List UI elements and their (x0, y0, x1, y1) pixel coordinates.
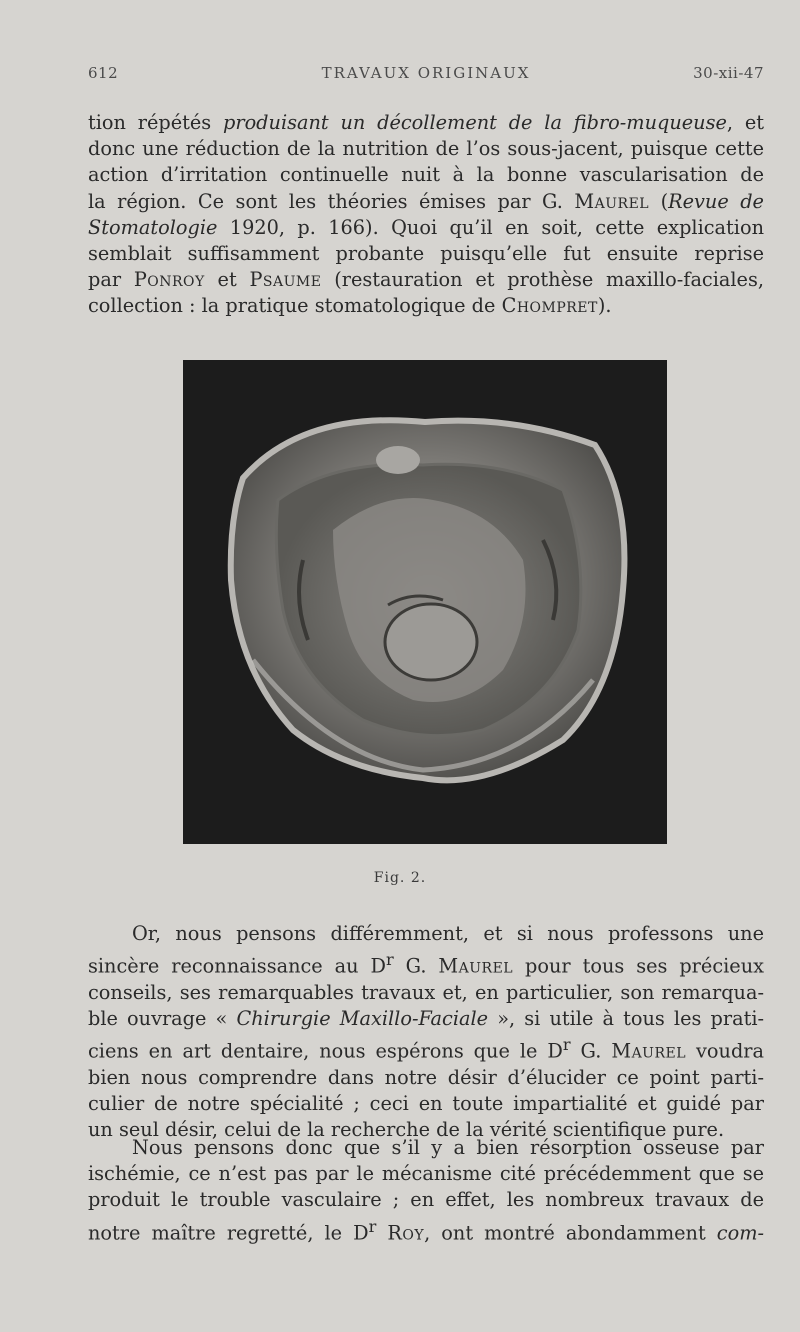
text-line: action d’irritation continuelle nuit à la bonne vascularisation de (88, 163, 764, 187)
author-name: Maurel (574, 189, 650, 213)
figure-photograph-denture (183, 360, 667, 844)
author-name: Maurel (438, 954, 514, 978)
issue-date: 30-xii-47 (693, 64, 764, 82)
text-line: notre maître regretté, le $D^r$ Roy, ont montré abondamment com- (88, 1216, 764, 1245)
journal-section-title: TRAVAUX ORIGINAUX (321, 64, 531, 82)
author-name: Ponroy (133, 268, 205, 292)
text-line: par Ponroy et Psaume (restauration et prothèse maxillo-faciales, (88, 268, 764, 292)
text-line: la région. Ce sont les théories émises par G. Maurel (Revue de (88, 189, 764, 213)
text-line: ischémie, ce n’est pas par le mécanisme cité précédemment que se (88, 1162, 764, 1186)
text-line: Stomatologie 1920, p. 166). Quoi qu’il en soit, cette explication (88, 215, 764, 239)
text-line: tion répétés produisant un décollement de la fibro-muqueuse, et (88, 111, 765, 134)
text-line: Nous pensons donc que s’il y a bien résorption osseuse par (132, 1136, 764, 1159)
author-name: Maurel (611, 1039, 687, 1063)
text-line: donc une réduction de la nutrition de l’os sous-jacent, puisque cette (88, 137, 764, 161)
text-line: ble ouvrage « Chirurgie Maxillo-Faciale », si utile à tous les prati- (88, 1007, 764, 1031)
text-line: ciens en art dentaire, nous espérons que le $D^r$ G. Maurel voudra (88, 1035, 764, 1063)
figure-caption: Fig. 2. (373, 870, 427, 886)
author-name: Chompret (501, 294, 598, 318)
author-name: Psaume (249, 268, 322, 292)
paragraph-1 (88, 110, 764, 320)
text-line: produit le trouble vasculaire ; en effet, les nombreux travaux de (88, 1188, 764, 1212)
paragraph-2 (88, 921, 764, 1143)
text-line: sincère reconnaissance au $D^r$ G. Maurel pour tous ses précieux (88, 950, 764, 978)
text-line: un seul désir, celui de la recherche de la vérité scientifique pure. (88, 1118, 725, 1142)
text-line: culier de notre spécialité ; ceci en toute impartialité et guidé par (88, 1092, 764, 1116)
text-line: bien nous comprendre dans notre désir d’élucider ce point parti- (88, 1065, 764, 1089)
text-line: Or, nous pensons différemment, et si nous professons une (132, 922, 764, 945)
page-number: 612 (88, 64, 119, 82)
text-line: semblait suffisamment probante puisqu’elle fut ensuite reprise (88, 242, 764, 266)
denture-photo-illustration (183, 360, 667, 844)
running-header (88, 64, 764, 86)
paragraph-3 (88, 1135, 764, 1246)
text-line: collection : la pratique stomatologique de Chompret). (88, 294, 612, 318)
author-name: Roy (387, 1221, 425, 1245)
text-line: conseils, ses remarquables travaux et, en particulier, son remarqua- (88, 980, 764, 1004)
